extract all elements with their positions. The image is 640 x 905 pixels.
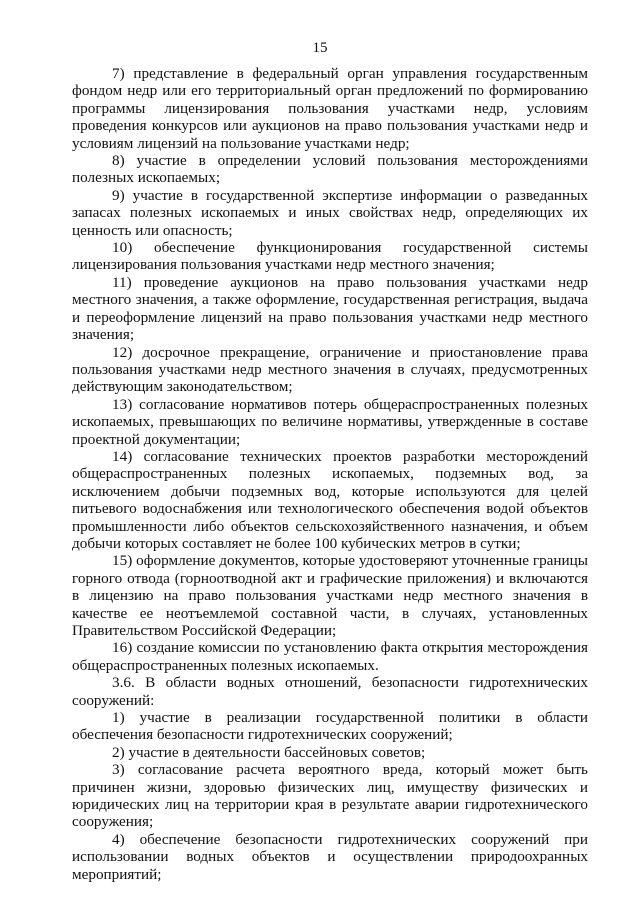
paragraph-item-9: 9) участие в государственной экспертизе информации о разведанных запасах полезных ископаемых и иных свойствах недр, определяющих их ценность или опасность; (72, 186, 588, 239)
paragraph-water-item-4: 4) обеспечение безопасности гидротехнических сооружений при использовании водных объектов и осуществлении природоохранных мероприятий; (72, 830, 588, 883)
paragraph-item-16: 16) создание комиссии по установлению факта открытия месторождения общераспространенных полезных ископаемых. (72, 639, 588, 674)
section-heading-3-6: 3.6. В области водных отношений, безопасности гидротехнических сооружений: (72, 674, 588, 709)
paragraph-water-item-3: 3) согласование расчета вероятного вреда, который может быть причинен жизни, здоровью физических лиц, имуществу физических и юридических лиц на территории края в результате аварии гидротехнического сооружения; (72, 761, 588, 831)
document-body (72, 65, 588, 883)
paragraph-item-13: 13) согласование нормативов потерь общераспространенных полезных ископаемых, превышающих по величине нормативы, утвержденные в составе проектной документации; (72, 395, 588, 448)
paragraph-item-8: 8) участие в определении условий пользования месторождениями полезных ископаемых; (72, 152, 588, 187)
paragraph-item-7: 7) представление в федеральный орган управления государственным фондом недр или его территориальный орган предложений по формированию программы лицензирования пользования участками недр, условиям проведения конкурсов или аукционов на право пользования участками недр и условиям лицензий на пользование участками недр; (72, 65, 588, 152)
paragraph-water-item-1: 1) участие в реализации государственной политики в области обеспечения безопасности гидротехнических сооружений; (72, 709, 588, 744)
paragraph-item-12: 12) досрочное прекращение, ограничение и приостановление права пользования участками недр местного значения в случаях, предусмотренных действующим законодательством; (72, 343, 588, 396)
paragraph-item-10: 10) обеспечение функционирования государственной системы лицензирования пользования участками недр местного значения; (72, 239, 588, 274)
paragraph-item-14: 14) согласование технических проектов разработки месторождений общераспространенных полезных ископаемых, подземных вод, за исключением добычи подземных вод, которые используются для целей питьевого водоснабжения или технологического обеспечения водой объектов промышленности либо объектов сельскохозяйственного назначения, и объем добычи которых составляет не более 100 кубических метров в сутки; (72, 447, 588, 552)
paragraph-item-11: 11) проведение аукционов на право пользования участками недр местного значения, а также оформление, государственная регистрация, выдача и переоформление лицензий на право пользования участками недр местного значения; (72, 273, 588, 344)
page-number: 15 (312, 40, 328, 56)
paragraph-item-15: 15) оформление документов, которые удостоверяют уточненные границы горного отвода (горноотводной акт и графические приложения) и включаются в лицензию на право пользования участками недр местного значения в качестве ее неотъемлемой составной части, в случаях, установленных Правительством Российской Федерации; (72, 552, 588, 639)
paragraph-water-item-2: 2) участие в деятельности бассейновых советов; (112, 743, 426, 761)
